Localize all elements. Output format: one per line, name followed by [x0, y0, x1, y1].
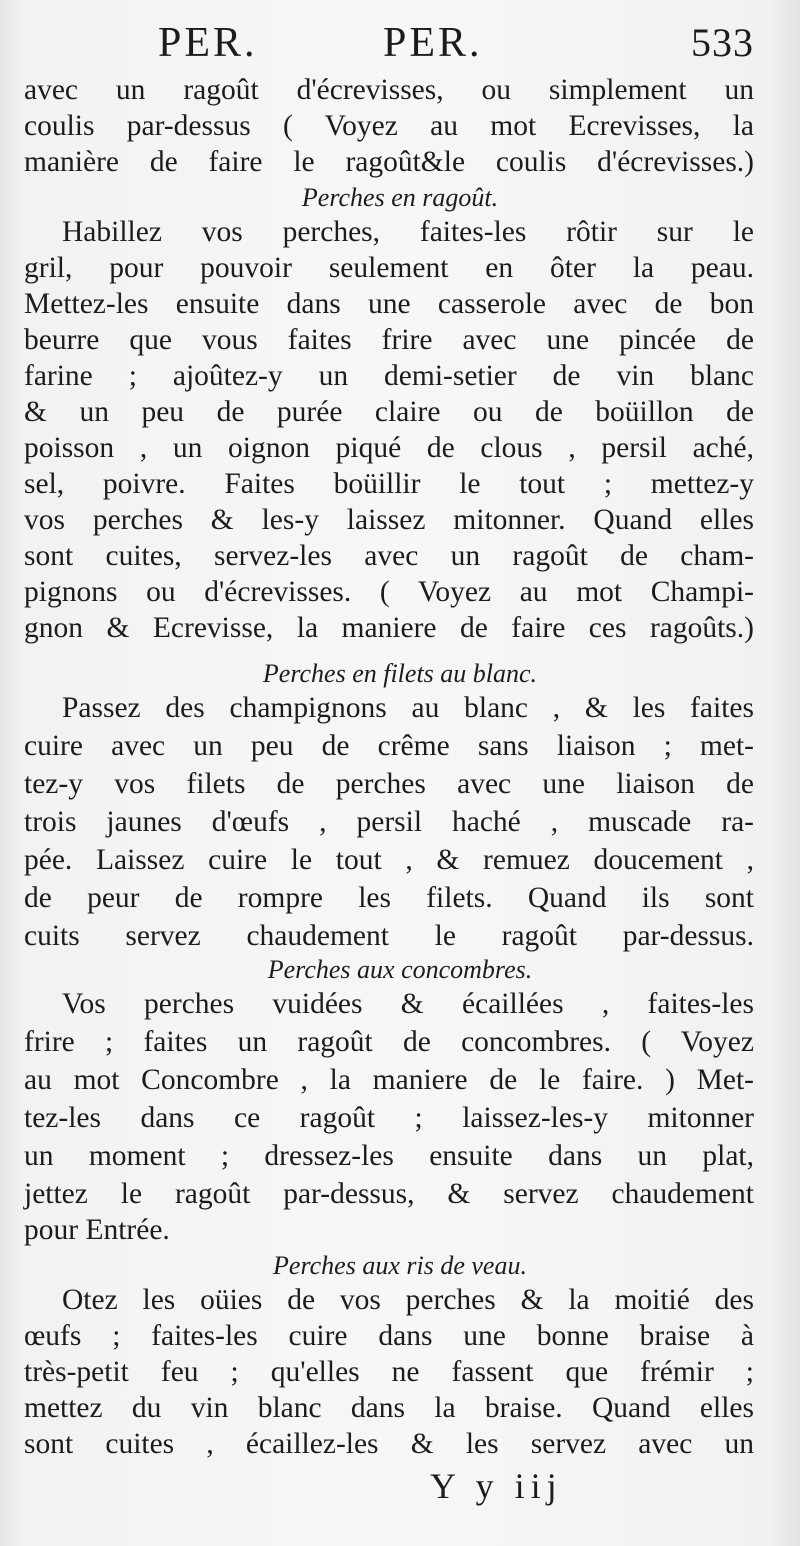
text-line: au mot Concombre , la maniere de le faire. ) Met-	[24, 1064, 754, 1096]
text-line: Vos perches vuidées & écaillées , faites-les	[62, 988, 754, 1020]
text-line: poisson , un oignon piqué de clous , persil aché,	[24, 432, 754, 464]
text-line: trois jaunes d'œufs , persil haché , muscade ra-	[24, 806, 754, 838]
section-heading: Perches en ragoût.	[301, 183, 499, 212]
text-line: un moment ; dressez-les ensuite dans un plat,	[24, 1140, 754, 1172]
text-line: tez-les dans ce ragoût ; laissez-les-y mitonner	[24, 1102, 754, 1134]
text-line: de peur de rompre les filets. Quand ils sont	[24, 882, 754, 914]
text-line: cuits servez chaudement le ragoût par-dessus.	[24, 920, 754, 952]
page-number: 533	[691, 20, 754, 65]
text-line: beurre que vous faites frire avec une pincée de	[24, 324, 754, 356]
text-line: vos perches & les-y laissez mitonner. Quand elles	[24, 504, 754, 536]
text-line: jettez le ragoût par-dessus, & servez chaudement	[24, 1178, 754, 1210]
text-line: cuire avec un peu de crême sans liaison ; met-	[24, 730, 754, 762]
text-line: sel, poivre. Faites boüillir le tout ; mettez-y	[24, 468, 754, 500]
text-line: Passez des champignons au blanc , & les faites	[62, 692, 754, 724]
text-line: gril, pour pouvoir seulement en ôter la peau.	[24, 252, 754, 284]
text-line: frire ; faites un ragoût de concombres. ( Voyez	[24, 1026, 754, 1058]
signature-mark: Y y iij	[430, 1466, 563, 1506]
section-heading: Perches en filets au blanc.	[262, 659, 538, 688]
text-line: sont cuites , écaillez-les & les servez avec un	[24, 1428, 754, 1460]
text-line: Otez les oüies de vos perches & la moitié des	[62, 1284, 754, 1316]
section-heading: Perches aux ris de veau.	[273, 1251, 527, 1280]
header-left-word: PER.	[158, 20, 258, 66]
text-line: coulis par-dessus ( Voyez au mot Ecrevisses, la	[24, 110, 754, 142]
text-line: pignons ou d'écrevisses. ( Voyez au mot Champi-	[24, 576, 754, 608]
text-line: sont cuites, servez-les avec un ragoût de cham-	[24, 540, 754, 572]
text-line: œufs ; faites-les cuire dans une bonne braise à	[24, 1320, 754, 1352]
text-line: avec un ragoût d'écrevisses, ou simplement un	[24, 74, 754, 106]
header-center-word: PER.	[383, 20, 483, 66]
text-line: pour Entrée.	[24, 1214, 170, 1246]
text-line: mettez du vin blanc dans la braise. Quand elles	[24, 1392, 754, 1424]
text-line: très-petit feu ; qu'elles ne fassent que frémir ;	[24, 1356, 754, 1388]
text-line: tez-y vos filets de perches avec une liaison de	[24, 768, 754, 800]
text-line: Habillez vos perches, faites-les rôtir sur le	[62, 216, 754, 248]
text-line: manière de faire le ragoût&le coulis d'écrevisses.)	[24, 146, 754, 178]
text-line: & un peu de purée claire ou de boüillon de	[24, 396, 754, 428]
running-header	[0, 18, 800, 68]
text-line: Mettez-les ensuite dans une casserole avec de bon	[24, 288, 754, 320]
text-line: pée. Laissez cuire le tout , & remuez doucement ,	[24, 844, 754, 876]
text-line: farine ; ajoûtez-y un demi-setier de vin blanc	[24, 360, 754, 392]
text-line: gnon & Ecrevisse, la maniere de faire ces ragoûts.)	[24, 612, 754, 644]
section-heading: Perches aux concombres.	[267, 955, 533, 984]
